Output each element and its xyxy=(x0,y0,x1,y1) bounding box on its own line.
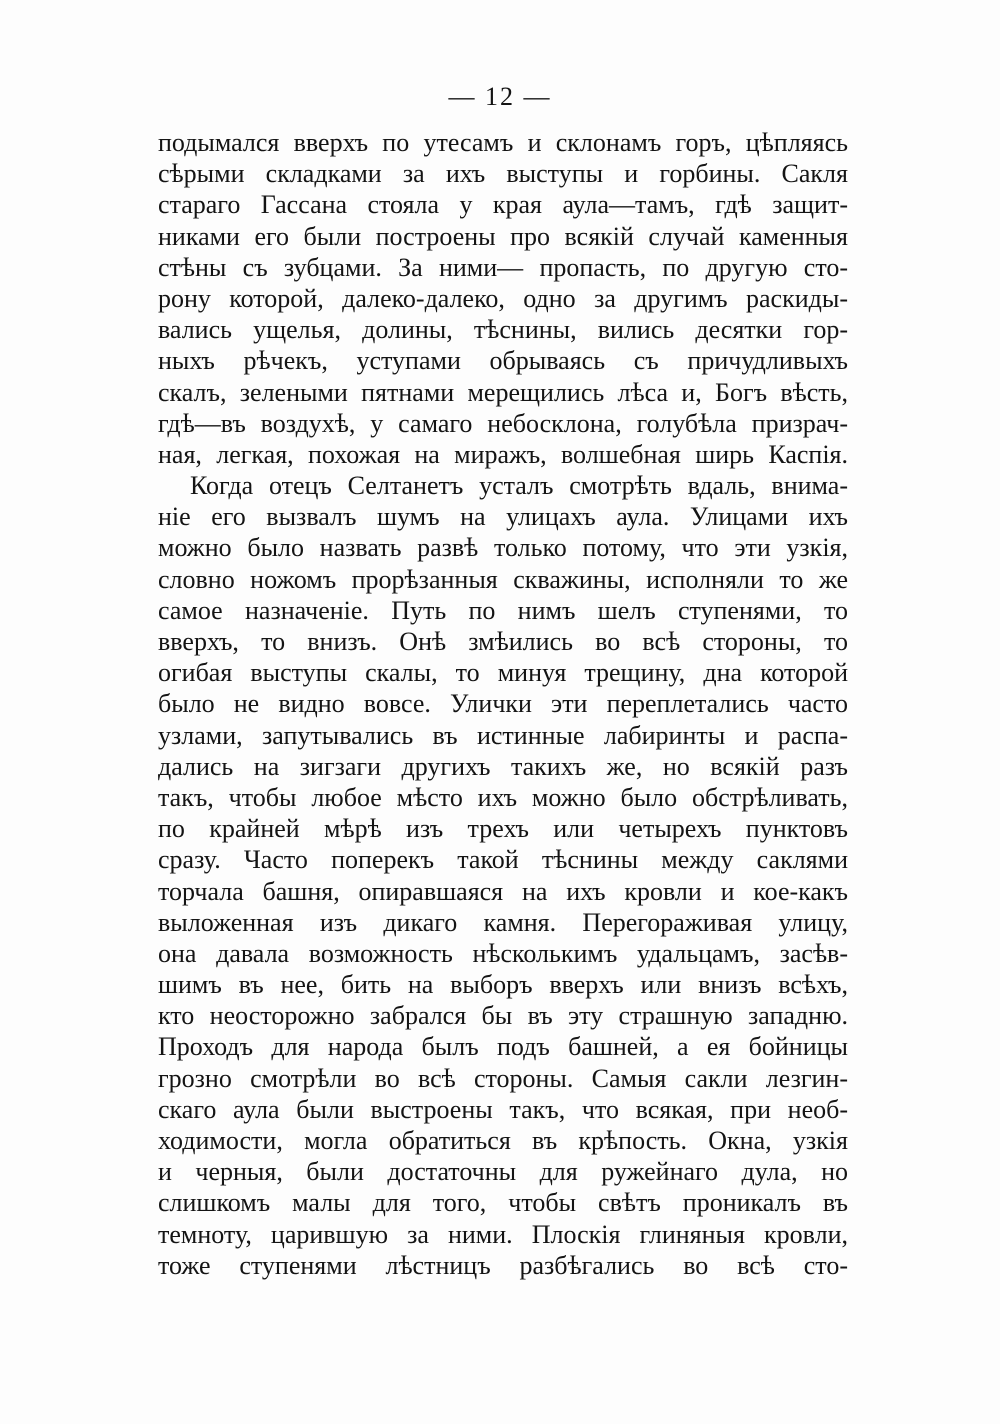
text-line: рону которой, далеко-далеко, одно за другимъ раскиды- xyxy=(158,283,848,313)
text-line: дались на зигзаги другихъ такихъ же, но всякій разъ xyxy=(158,751,848,781)
text-line: сѣрыми складками за ихъ выступы и горбины. Сакля xyxy=(158,159,848,189)
text-line: Проходъ для народа былъ подъ башней, а ея бойницы xyxy=(158,1032,848,1062)
text-line: подымался вверхъ по утесамъ и склонамъ горъ, цѣпляясь xyxy=(158,128,848,157)
text-line: ныхъ рѣчекъ, уступами обрываясь съ причудливыхъ xyxy=(158,346,848,376)
text-line: слишкомъ малы для того, чтобы свѣтъ проникалъ въ xyxy=(158,1188,848,1218)
text-line: стѣны съ зубцами. За ними— пропасть, по другую сто- xyxy=(158,252,848,282)
text-line: выложенная изъ дикаго камня. Перегораживая улицу, xyxy=(158,907,848,937)
text-line: шимъ въ нее, бить на выборъ вверхъ или внизъ всѣхъ, xyxy=(158,970,848,1000)
text-line: скалъ, зелеными пятнами мерещились лѣса и, Богъ вѣсть, xyxy=(158,377,848,407)
text-line: самое назначеніе. Путь по нимъ шелъ ступенями, то xyxy=(158,595,848,625)
text-line: гдѣ—въ воздухѣ, у самаго небосклона, голубѣла призрач- xyxy=(158,408,848,438)
text-line: она давала возможность нѣсколькимъ удальцамъ, засѣв- xyxy=(158,938,848,968)
text-line: по крайней мѣрѣ изъ трехъ или четырехъ пунктовъ xyxy=(158,814,848,844)
text-line: кто неосторожно забрался бы въ эту страшную западню. xyxy=(158,1001,848,1031)
text-line: можно было назвать развѣ только потому, что эти узкія, xyxy=(158,533,848,563)
paragraph-1 xyxy=(158,127,848,470)
text-line: такъ, чтобы любое мѣсто ихъ можно было обстрѣливать, xyxy=(158,782,848,812)
text-line: было не видно вовсе. Улички эти переплетались часто xyxy=(158,689,848,719)
text-line: ходимости, могла обратиться въ крѣпость. Окна, узкія xyxy=(158,1126,848,1155)
text-line: вверхъ, то внизъ. Онѣ змѣились во всѣ стороны, то xyxy=(158,627,848,656)
body-text xyxy=(158,127,848,1281)
text-line: скаго аула были выстроены такъ, что всякая, при необ- xyxy=(158,1094,848,1124)
text-line: сразу. Часто поперекъ такой тѣснины между саклями xyxy=(158,845,848,875)
text-line: тоже ступенями лѣстницъ разбѣгались во всѣ сто- xyxy=(158,1250,848,1280)
text-line: ная, легкая, похожая на миражъ, волшебная ширь Каспія. xyxy=(158,439,848,469)
text-line: ніе его вызвалъ шумъ на улицахъ аула. Улицами ихъ xyxy=(158,502,848,532)
text-line: никами его были построены про всякій случай каменныя xyxy=(158,221,848,251)
text-line: темноту, царившую за ними. Плоскія глиняныя кровли, xyxy=(158,1219,848,1249)
paragraph-2 xyxy=(158,470,848,1281)
text-line: словно ножомъ прорѣзанныя скважины, исполняли то же xyxy=(158,564,848,594)
text-line: вались ущелья, долины, тѣснины, вились десятки гор- xyxy=(158,315,848,345)
text-line: стараго Гассана стояла у края аула—тамъ, гдѣ защит- xyxy=(158,190,848,220)
page-number: — 12 — xyxy=(448,82,552,111)
text-line: торчала башня, опиравшаяся на ихъ кровли и кое-какъ xyxy=(158,876,848,906)
text-line: узлами, запутывались въ истинные лабиринты и распа- xyxy=(158,720,848,750)
text-line: и черныя, были достаточны для ружейнаго дула, но xyxy=(158,1157,848,1187)
text-line: Когда отецъ Селтанетъ усталъ смотрѣть вдаль, внима- xyxy=(190,471,848,501)
text-line: грозно смотрѣли во всѣ стороны. Самыя сакли лезгин- xyxy=(158,1063,848,1093)
text-line: огибая выступы скалы, то минуя трещину, дна которой xyxy=(158,658,848,688)
